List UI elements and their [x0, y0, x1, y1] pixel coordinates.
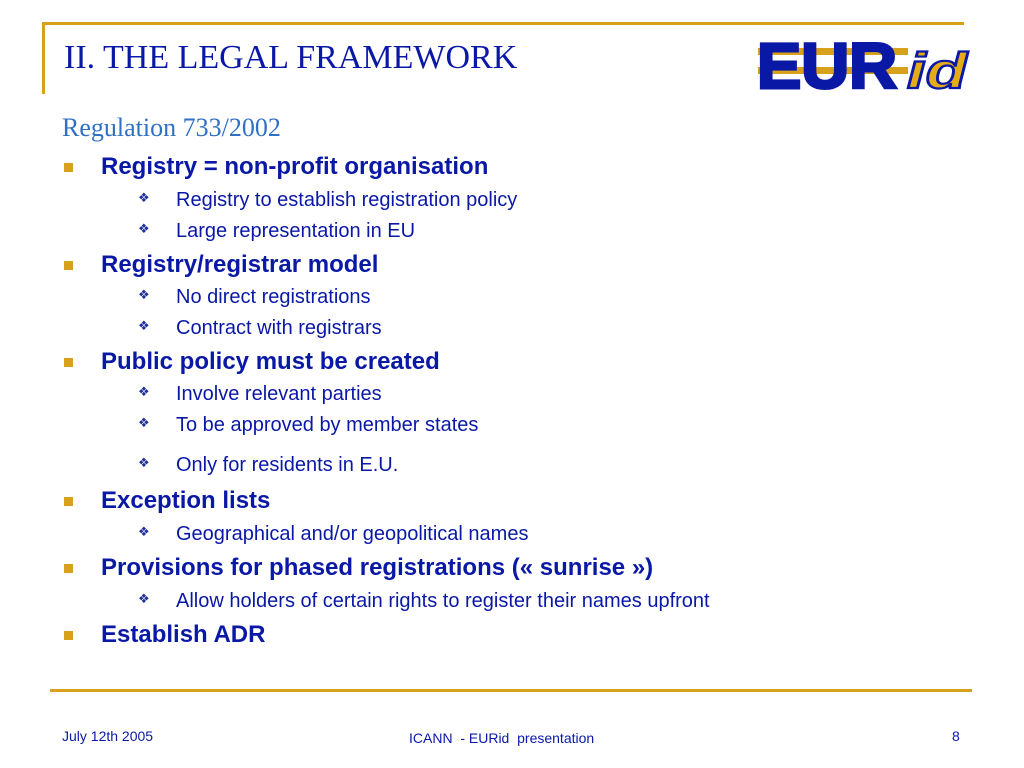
bullet-text: Provisions for phased registrations (« sunrise ») — [101, 554, 654, 581]
diamond-bullet-icon: ❖ — [138, 592, 150, 607]
diamond-bullet-icon: ❖ — [138, 525, 150, 540]
slide-title: II. THE LEGAL FRAMEWORK — [64, 39, 518, 76]
subtitle: Regulation 733/2002 — [62, 113, 281, 142]
square-bullet-icon — [64, 497, 73, 506]
square-bullet-icon — [64, 631, 73, 640]
square-bullet-icon — [64, 564, 73, 573]
bullet-text: Exception lists — [101, 487, 271, 514]
logo-text-main: EUR — [757, 34, 897, 96]
footer-rule — [50, 689, 972, 692]
bullet-text: Registry/registrar model — [101, 251, 379, 278]
logo-text-accent: id — [907, 43, 969, 96]
header-top-rule — [42, 22, 964, 25]
sub-bullet-text: Allow holders of certain rights to register their names upfront — [176, 590, 710, 612]
slide-number: 8 — [952, 728, 960, 744]
eurid-logo — [757, 34, 970, 96]
diamond-bullet-icon: ❖ — [138, 416, 150, 431]
bullet-text: Registry = non-profit organisation — [101, 153, 489, 180]
sub-bullet-text: No direct registrations — [176, 286, 371, 308]
bullet-text: Public policy must be created — [101, 348, 440, 375]
sub-bullet-text: Geographical and/or geopolitical names — [176, 523, 529, 545]
diamond-bullet-icon: ❖ — [138, 385, 150, 400]
bullet-text: Establish ADR — [101, 621, 266, 648]
footer-date: July 12th 2005 — [62, 728, 154, 744]
sub-bullet-text: Contract with registrars — [176, 317, 382, 339]
diamond-bullet-icon: ❖ — [138, 456, 150, 471]
header-left-rule — [42, 22, 45, 94]
sub-bullet-text: Involve relevant parties — [176, 383, 382, 405]
diamond-bullet-icon: ❖ — [138, 288, 150, 303]
sub-bullet-text: To be approved by member states — [176, 414, 479, 436]
square-bullet-icon — [64, 358, 73, 367]
sub-bullet-text: Large representation in EU — [176, 220, 416, 242]
square-bullet-icon — [64, 261, 73, 270]
sub-bullet-text: Only for residents in E.U. — [176, 454, 399, 476]
square-bullet-icon — [64, 163, 73, 172]
diamond-bullet-icon: ❖ — [138, 319, 150, 334]
diamond-bullet-icon: ❖ — [138, 191, 150, 206]
diamond-bullet-icon: ❖ — [138, 222, 150, 237]
sub-bullet-text: Registry to establish registration policy — [176, 189, 518, 211]
footer-presentation-title: ICANN - EURid presentation — [409, 730, 595, 746]
